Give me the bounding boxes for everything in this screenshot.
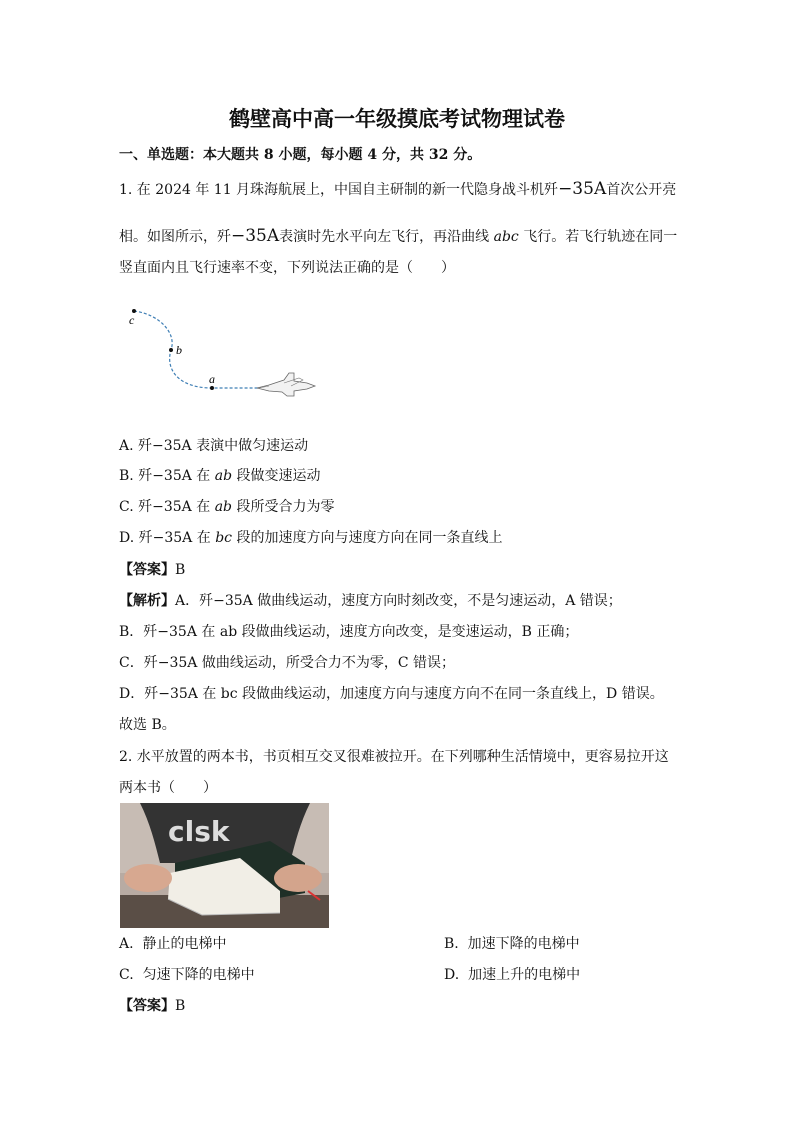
q1-analysis-line1 <box>119 592 622 610</box>
left-hand <box>124 864 172 892</box>
option-key: A. <box>119 936 134 952</box>
q1-stem-line2 <box>119 227 677 246</box>
q1-stem-line1 <box>119 180 676 199</box>
option-text: 加速下降的电梯中 <box>467 936 580 952</box>
option-text: 歼−35A 在 <box>138 499 211 515</box>
q1-stem-text: 1. 在 2024 年 11 月珠海航展上，中国自主研制的新一代隐身战斗机歼 <box>119 182 559 198</box>
q1-model-name: −35A <box>558 179 607 199</box>
option-key: B. <box>444 936 459 952</box>
answer-value: B <box>175 998 186 1014</box>
label-a: a <box>209 372 215 386</box>
flight-path-figure <box>119 300 319 400</box>
jet-icon <box>257 373 315 396</box>
option-text: 段的加速度方向与速度方向在同一条直线上 <box>236 530 503 546</box>
option-text: 歼−35A 表演中做匀速运动 <box>138 438 309 454</box>
q2-option-b[interactable] <box>444 935 580 953</box>
page-title: 鹤壁高中高一年级摸底考试物理试卷 <box>229 106 565 131</box>
q1-analysis-line3: C．歼−35A 做曲线运动，所受合力不为零，C 错误； <box>119 655 455 671</box>
q1-curve-name: abc <box>493 229 519 245</box>
q2-stem-line2: 两本书（ ） <box>119 780 217 796</box>
q1-analysis-line2: B．歼−35A 在 ab 段做曲线运动，速度方向改变，是变速运动，B 正确； <box>119 624 579 640</box>
q1-stem-line3: 竖直面内且飞行速率不变，下列说法正确的是（ ） <box>119 260 455 276</box>
q1-stem-text: 相。如图所示，歼 <box>119 229 231 245</box>
label-c: c <box>129 313 135 327</box>
label-b: b <box>176 343 182 357</box>
option-key: C. <box>119 499 134 515</box>
section-heading: 一、单选题：本大题共 8 小题，每小题 4 分，共 32 分。 <box>119 147 482 163</box>
segment-name: bc <box>215 530 233 546</box>
option-text: 段所受合力为零 <box>236 499 335 515</box>
option-key: D. <box>444 967 460 983</box>
q1-stem-text: 表演时先水平向左飞行，再沿曲线 <box>279 229 490 245</box>
point-b <box>169 348 173 352</box>
analysis-text: A．歼−35A 做曲线运动，速度方向时刻改变，不是匀速运动，A 错误； <box>175 593 622 609</box>
q1-analysis-line5: 故选 B。 <box>119 717 176 733</box>
q1-model-name: −35A <box>231 226 280 246</box>
option-key: A. <box>119 438 134 454</box>
q1-stem-text: 首次公开亮 <box>606 182 677 198</box>
q2-option-c[interactable] <box>119 966 255 984</box>
option-key: C. <box>119 967 134 983</box>
segment-name: ab <box>214 499 232 515</box>
q2-stem-line1: 2. 水平放置的两本书，书页相互交叉很难被拉开。在下列哪种生活情境中，更容易拉开这 <box>119 749 669 765</box>
answer-value: B <box>175 562 186 578</box>
shirt-print-text: clsk <box>168 815 230 848</box>
option-text: 段做变速运动 <box>236 468 321 484</box>
answer-label: 【答案】 <box>119 562 175 578</box>
q1-option-d[interactable] <box>119 529 502 547</box>
option-text: 静止的电梯中 <box>142 936 227 952</box>
option-text: 匀速下降的电梯中 <box>142 967 255 983</box>
point-a <box>210 386 214 390</box>
q2-option-d[interactable] <box>444 966 580 984</box>
option-key: D. <box>119 530 135 546</box>
q2-option-a[interactable] <box>119 935 226 953</box>
q1-stem-text: 飞行。若飞行轨迹在同一 <box>523 229 678 245</box>
option-text: 加速上升的电梯中 <box>468 967 581 983</box>
option-key: B. <box>119 468 134 484</box>
flight-path-curve <box>134 311 269 388</box>
q1-analysis-line4: D．歼−35A 在 bc 段做曲线运动，加速度方向与速度方向不在同一条直线上，D 错误。 <box>119 686 664 702</box>
q2-answer <box>119 997 185 1015</box>
segment-name: ab <box>214 468 233 484</box>
q1-answer <box>119 561 185 579</box>
q1-option-a[interactable] <box>119 437 308 455</box>
right-hand <box>274 864 322 892</box>
books-photo <box>120 803 329 928</box>
option-text: 歼−35A 在 <box>138 468 211 484</box>
option-text: 歼−35A 在 <box>138 530 211 546</box>
answer-label: 【答案】 <box>119 998 175 1014</box>
q1-option-c[interactable] <box>119 498 334 516</box>
q1-option-b[interactable] <box>119 467 321 485</box>
analysis-label: 【解析】 <box>119 593 175 609</box>
